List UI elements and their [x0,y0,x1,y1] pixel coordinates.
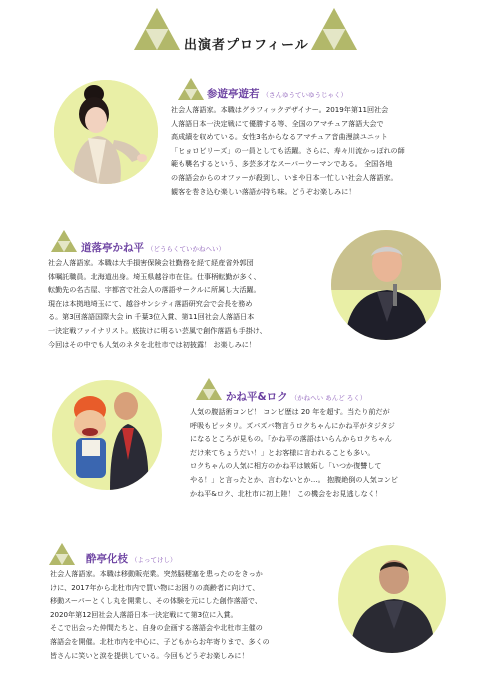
triangle-bullet-icon [196,378,222,400]
performer-name: かね平&ロク [226,391,288,403]
performer-photo-kanehei [331,230,441,340]
bio-line: 転勤先の名古屋、宇都宮で社会人の落語サークルに所属し大活躍。 [48,285,261,295]
bio-line: 人落語日本一決定戦にて優勝する等、全国のアマチュア落語大会で [171,118,384,128]
performer-name: 道落亭かね平 [81,242,144,254]
performer-heading [226,389,366,404]
triangle-bullet-icon [178,78,204,100]
performer-heading [86,551,177,566]
bio-line: 今回はその中でも人気のネタを北杜市では初披露！ お楽しみに！ [48,339,256,349]
bio-line: かね平&ロク、北杜市に初上陸！ この機会をお見逃しなく！ [190,488,382,498]
performer-photo-yujaku [54,80,158,184]
bio-line: だけ来てちょうだい！」とお客様に言われることも多い。 [190,447,375,457]
performer-photo-keshi [338,545,446,653]
bio-line: 一決定戦ファイナリスト。底抜けに明るい芸風で創作落語も手掛け、 [48,325,267,335]
performer-heading [207,86,347,101]
performer-bio [190,405,398,500]
performer-reading: （かねへい あんど ろく） [290,394,367,402]
performer-name: 酔亭化枝 [86,553,128,565]
bio-line: 高成績を収めている。女性3名からなるアマチュア音曲漫談ユニット [171,132,388,142]
bio-line: の落語会からのオファーが殺到し、いまや日本一忙しい社会人落語家。 [171,172,398,182]
performer-photo-kanehei-roku [52,380,162,490]
bio-line: 落語会を開催。北杜市内を中心に、子どもからお年寄りまで、多くの [50,636,270,646]
bio-line: やる！」と言ったとか、言わないとか…。 抱腹絶倒の人気コンビ [190,474,398,484]
bio-line: 「ヒョロビリーズ」の一員としても活躍。さらに、寿々川流かっぽれの師 [171,145,405,155]
performer-bio [171,103,405,198]
bio-line: 範も襲名するという、多芸多才なスーパーウーマンである。 全国各地 [171,159,393,169]
triangle-ornament-icon [134,8,180,50]
bio-line: けに、2017年から北杜市内で買い物にお困りの高齢者に向けて、 [50,582,260,592]
triangle-bullet-icon [49,543,75,565]
bio-line: 社会人落語家。本職は大手損害保険会社勤務を経て経産省外郭団 [48,258,254,267]
bio-line: になるところが見もの。「かね平の落語はいらんからロクちゃん [190,434,392,444]
bio-line: 現在は本拠地埼玉にて、越谷サンシティ落語研究会で会長を務め [48,298,253,308]
performer-heading [81,240,225,255]
triangle-bullet-icon [51,230,77,252]
bio-line: 移動スーパーとくし丸を開業し、その体験を元にした創作落語で、 [50,596,262,606]
bio-line: 観客を巻き込む楽しい落語が持ち味。どうぞお楽しみに！ [171,186,356,196]
bio-line: 社会人落語家。本職は移動販売業。突然脳梗塞を患ったのをきっか [50,569,263,578]
bio-line: ロクちゃんの人気に相方のかね平は嫉妬し「いつか復讐して [190,461,382,471]
bio-line: 体嘱託職員。北海道出身。埼玉県越谷市在住。仕事柄転勤が多く、 [48,271,261,281]
performer-bio [50,567,270,662]
page-title: 出演者プロフィール [184,38,309,53]
bio-line: 人気の腹話術コンビ！ コンビ歴は 20 年を超す。当たり前だが [190,407,390,416]
bio-line: 社会人落語家。本職はグラフィックデザイナー。2019年第11回社会 [171,105,389,114]
performer-reading: （さんゆうていゆうじゃく） [262,91,347,99]
bio-line: そこで出会った仲間たちと、自身の企画する落語会や北杜市主催の [50,623,263,633]
performer-name: 参遊亭遊若 [207,88,260,100]
performer-reading: （どうらくていかねへい） [147,245,225,253]
bio-line: 皆さんに笑いと涙を提供している。今回もどうぞお楽しみに！ [50,650,249,660]
page-header [0,8,489,54]
performer-bio [48,256,267,351]
bio-line: る。第3回落語国際大会 in 千葉3位入賞、第11回社会人落語日本 [48,312,255,322]
triangle-ornament-icon [311,8,357,50]
bio-line: 呼吸もピッタリ。ズバズバ物言うロクちゃんにかね平がタジタジ [190,420,395,430]
performer-reading: （よってけし） [131,556,177,564]
bio-line: 2020年第12回社会人落語日本一決定戦にて第3位に入賞。 [50,609,238,619]
